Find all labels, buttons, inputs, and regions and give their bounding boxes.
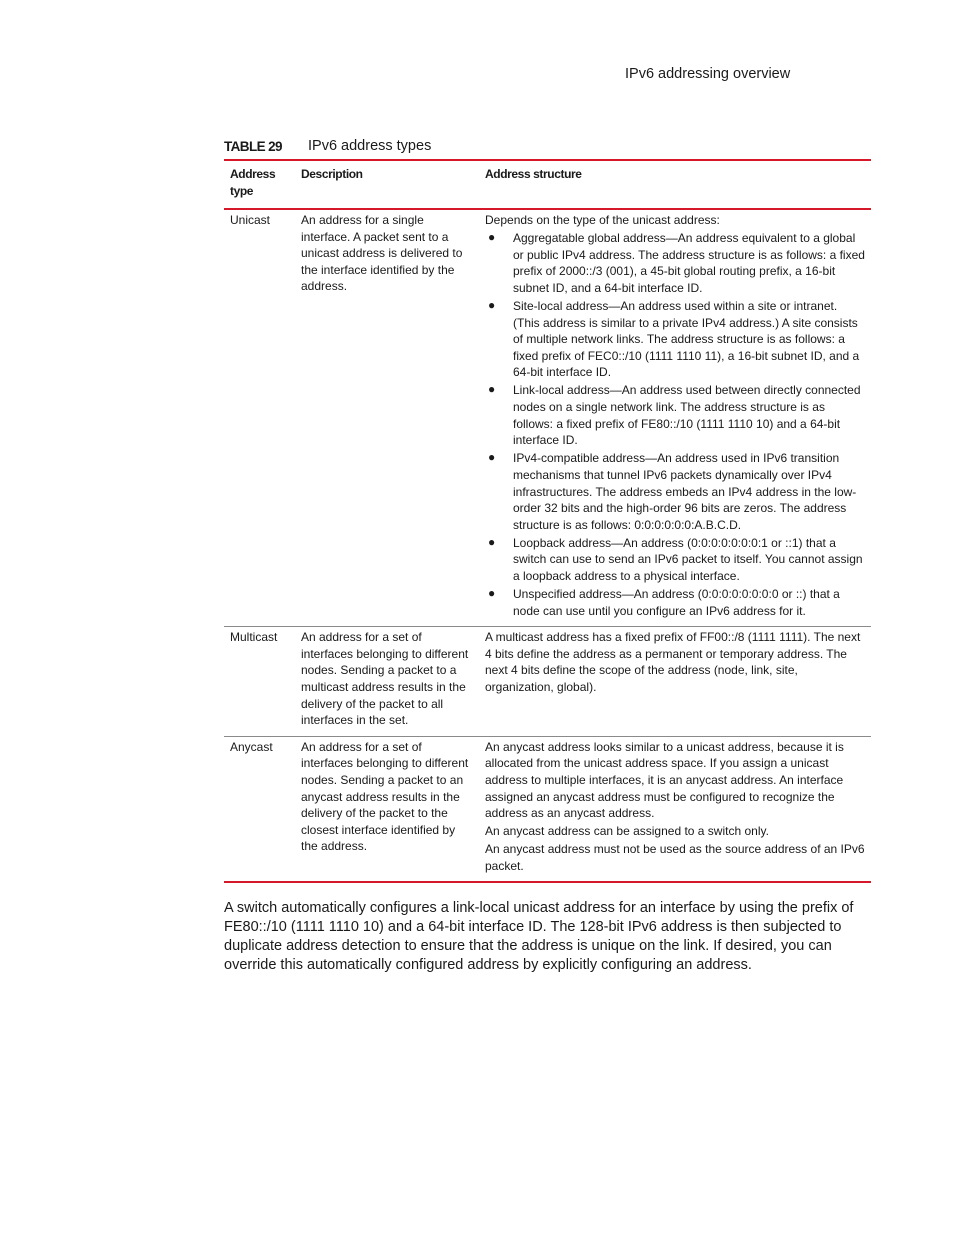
body-paragraph: A switch automatically configures a link-local unicast address for an interface by using the prefix of FE80::/10 (1111 1110 10) and a 64-bit interface ID. The 128-bit IPv6 address is then subjected to duplicate address detection to ensure that the address is unique on the link. If desired, you can override this automatically configured address by explicitly configuring an address. — [224, 900, 854, 973]
structure-paragraph: A multicast address has a fixed prefix of FF00::/8 (1111 1111). The next 4 bits define the address as a permanent or temporary address. The next 4 bits define the scope of the address (node, link, site, organization, global). — [485, 630, 861, 695]
list-item — [485, 230, 865, 296]
running-header-title: IPv6 addressing overview — [625, 66, 791, 82]
bullet-icon: ● — [488, 534, 496, 549]
list-item-text: IPv4-compatible address—An address used in IPv6 transition mechanisms that tunnel IPv6 packets dynamically over IPv4 infrastructures. The address embeds an IPv4 address in the low-order 32 bits and the high-order 96 bits are zeros. The address structure is as follows: 0:0:0:0:0:0:A.B.C.D. — [513, 451, 857, 532]
column-header-description: Description — [301, 167, 363, 181]
cell-type: Multicast — [230, 630, 278, 645]
list-item-text: Loopback address—An address (0:0:0:0:0:0:0:1 or ::1) that a switch can use to send an IPv6 packet to itself. You cannot assign a loopback address to a physical interface. — [513, 535, 863, 583]
list-item — [485, 298, 865, 381]
list-item — [485, 535, 865, 585]
cell-type: Anycast — [230, 739, 273, 754]
cell-description: An address for a single interface. A packet sent to a unicast address is delivered to the interface identified by the address. — [301, 213, 463, 294]
list-item-text: Unspecified address—An address (0:0:0:0:0:0:0:0 or ::) that a node can use until you configure an IPv6 address for it. — [513, 587, 840, 618]
table-label: TABLE 29 — [224, 139, 282, 154]
table-row-anycast — [224, 736, 871, 881]
list-item-text: Link-local address—An address used between directly connected nodes on a single network link. The address structure is as follows: a fixed prefix of FE80::/10 (1111 1110 10) and a 64-bit interface ID. — [513, 383, 861, 448]
structure-paragraph: An anycast address can be assigned to a switch only. — [485, 824, 769, 839]
list-item — [485, 450, 865, 533]
ipv6-address-types-table — [224, 159, 871, 883]
table-row-unicast — [224, 209, 871, 627]
structure-paragraph: An anycast address must not be used as the source address of an IPv6 packet. — [485, 842, 865, 873]
cell-structure — [479, 209, 871, 627]
column-header-address-structure: Address structure — [485, 167, 582, 181]
bullet-icon: ● — [488, 450, 496, 465]
bullet-icon: ● — [488, 230, 496, 245]
cell-description: An address for a set of interfaces belonging to different nodes. Sending a packet to an anycast address results in the delivery of the packet to the closest interface identified by the address. — [301, 739, 469, 854]
table-title: IPv6 address types — [308, 138, 432, 154]
cell-description: An address for a set of interfaces belonging to different nodes. Sending a packet to a multicast address results in the delivery of the packet to all interfaces in the set. — [301, 630, 469, 728]
structure-intro: Depends on the type of the unicast address: — [485, 213, 720, 227]
cell-type: Unicast — [230, 213, 271, 227]
list-item-text: Site-local address—An address used within a site or intranet. (This address is similar to a private IPv4 address.) A site consists of multiple network links. The address structure is as follows: a fixed prefix of FEC0::/10 (1111 1110 11), a 16-bit subnet ID, and a 64-bit interface ID. — [513, 298, 860, 380]
column-header-address-type: Address type — [230, 167, 276, 198]
cell-structure — [479, 736, 871, 881]
bullet-icon: ● — [488, 382, 496, 397]
bullet-icon: ● — [488, 586, 496, 601]
list-item-text: Aggregatable global address—An address equivalent to a global or public IPv4 address. The address structure is as follows: a fixed prefix of 2000::/3 (001), a 45-bit global routing prefix, a 16-bit subnet ID, and a 64-bit interface ID. — [513, 231, 865, 295]
structure-paragraph: An anycast address looks similar to a unicast address, because it is allocated from the unicast address space. If you assign a unicast address to multiple interfaces, it is an anycast address. An interface assigned an anycast address must be configured to recognize the address as an anycast address. — [485, 739, 844, 821]
table-caption — [224, 138, 871, 158]
unicast-types-list — [485, 230, 865, 619]
table-row-multicast — [224, 627, 871, 737]
list-item — [485, 586, 865, 619]
list-item — [485, 382, 865, 448]
bullet-icon: ● — [488, 297, 496, 312]
cell-structure — [479, 627, 871, 737]
table-header-row — [224, 160, 871, 209]
